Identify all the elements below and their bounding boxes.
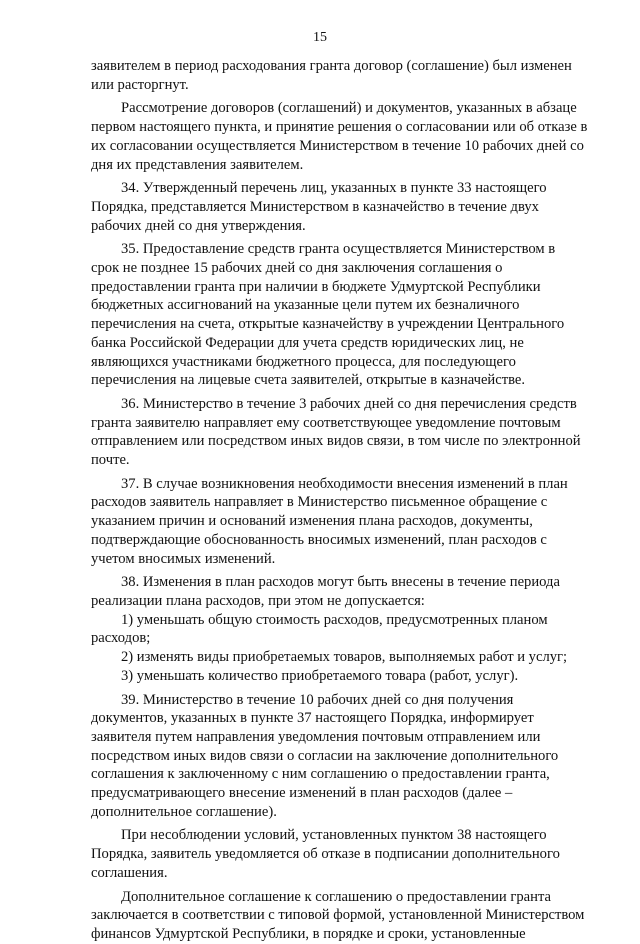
list-item-2: 2) изменять виды приобретаемых товаров, выполняемых работ и услуг; (121, 649, 568, 666)
paragraph-item-36: 36. Министерство в течение 3 рабочих дней со дня перечисления средств гранта заявителю направляет ему соответствующее уведомление почтовым отправлением или посредством иных видов связи, в том числе по электронной почте. (91, 395, 581, 469)
page-number: 15 (313, 30, 327, 45)
paragraph-additional-agreement: Дополнительное соглашение к соглашению о предоставлении гранта заключается в соответствии с типовой формой, установленной Министерством финансов Удмуртской Республики, в порядке и сроки, установленные (91, 888, 585, 942)
paragraph-item-38: 38. Изменения в план расходов могут быть внесены в течение периода реализации плана расходов, при этом не допускается: (91, 574, 560, 609)
paragraph-item-37: 37. В случае возникновения необходимости внесения изменений в план расходов заявитель направляет в Министерство письменное обращение с указанием причин и оснований изменения плана расходов, документы, подтверждающие обоснованность вносимых изменений, план расходов с учетом вносимых изменений. (91, 475, 568, 567)
document-body (91, 57, 609, 944)
paragraph-item-35: 35. Предоставление средств гранта осуществляется Министерством в срок не позднее 15 рабочих дней со дня заключения соглашения о предоставлении гранта при наличии в бюджете Удмуртской Республики бюджетных ассигнований на указанные цели путем их безналичного перечисления на счета, открытые казначейству в учреждении Центрального банка Российской Федерации для учета средств юридических лиц, не являющихся участниками бюджетного процесса, для последующего перечисления на лицевые счета заявителей, открытые в казначействе. (91, 241, 565, 389)
list-item-1: 1) уменьшать общую стоимость расходов, предусмотренных планом расходов; (91, 611, 548, 647)
paragraph-nonfulfillment: При несоблюдении условий, установленных пунктом 38 настоящего Порядка, заявитель уведомляется об отказе в подписании дополнительного соглашения. (91, 827, 560, 881)
paragraph-item-39: 39. Министерство в течение 10 рабочих дней со дня получения документов, указанных в пункте 37 настоящего Порядка, информирует заявителя путем направления уведомления почтовым отправлением или посредством иных видов связи о согласии на заключение дополнительного соглашения к заключенному с ним соглашению о предоставлении гранта, предусматривающего внесение изменений в план расходов (далее – дополнительное соглашение). (91, 691, 559, 820)
paragraph-item-34: 34. Утвержденный перечень лиц, указанных в пункте 33 настоящего Порядка, представляется Министерством в казначейство в течение двух рабочих дней со дня утверждения. (91, 180, 547, 234)
list-item-3: 3) уменьшать количество приобретаемого товара (работ, услуг). (121, 667, 519, 684)
paragraph-continuation: заявителем в период расходования гранта договор (соглашение) был изменен или расторгнут. (91, 58, 572, 93)
paragraph-review-of-agreements: Рассмотрение договоров (соглашений) и документов, указанных в абзаце первом настоящего пункта, и принятие решения о согласовании или об отказе в их согласовании осуществляется Министерством в течение 10 рабочих дней со дня их представления заявителем. (91, 100, 588, 173)
